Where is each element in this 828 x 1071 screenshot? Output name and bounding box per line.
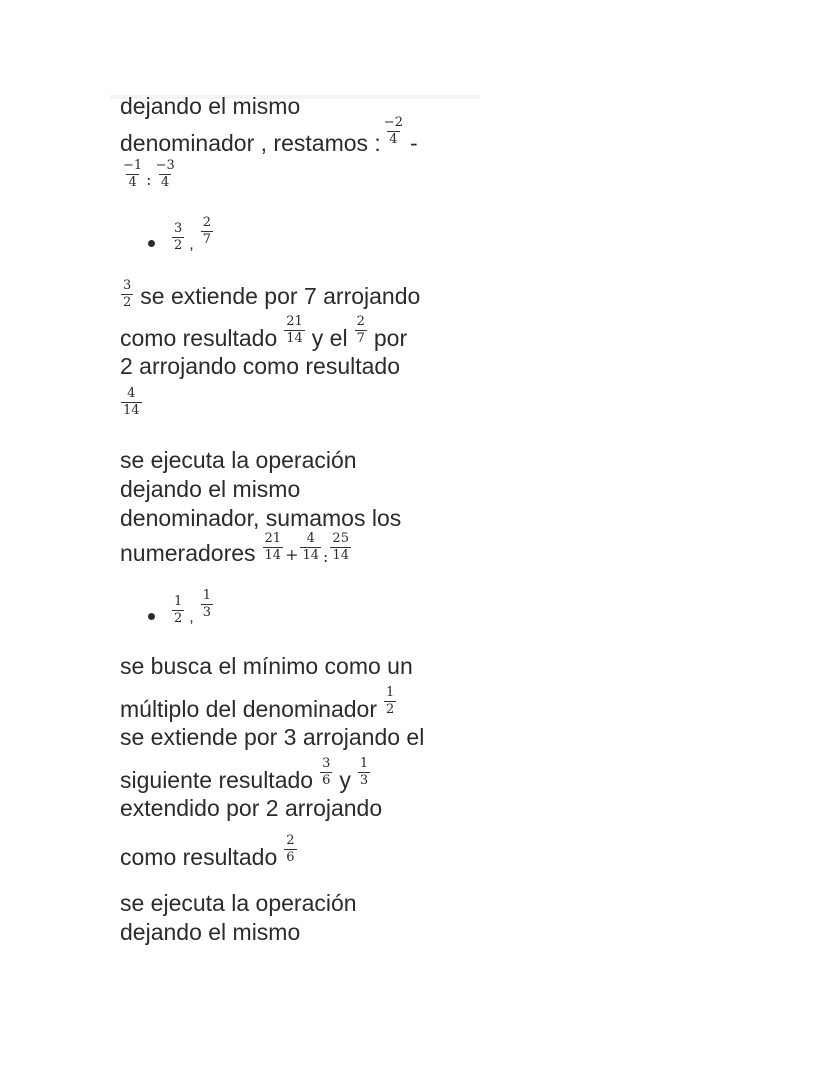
denominator: 2 <box>123 295 132 310</box>
fraction <box>172 595 184 626</box>
numerator: 21 <box>286 314 303 329</box>
text-line <box>120 823 460 871</box>
fraction <box>300 532 321 563</box>
denominator: 6 <box>286 850 295 865</box>
denominator: 4 <box>161 175 170 190</box>
fraction <box>320 757 332 788</box>
denominator: 2 <box>386 702 395 717</box>
numerator: 1 <box>359 756 369 771</box>
numerator: 2 <box>356 314 365 329</box>
numerator: 2 <box>202 215 212 230</box>
fraction <box>154 159 177 190</box>
text-line <box>120 752 460 794</box>
numerator: 3 <box>123 278 132 293</box>
numerator: −3 <box>155 158 175 173</box>
text-segment: numeradores <box>120 540 256 566</box>
numerator: −1 <box>123 158 143 173</box>
text-line: se extiende por 3 arrojando el <box>120 724 425 750</box>
text-line <box>120 279 460 310</box>
fraction <box>121 279 133 310</box>
text-line <box>120 310 460 352</box>
text-line: se ejecuta la operación <box>120 447 357 473</box>
fraction <box>358 757 370 788</box>
text-segment: y <box>339 767 351 793</box>
fraction <box>263 532 284 563</box>
numerator: 2 <box>286 833 295 848</box>
numerator: 4 <box>306 531 315 546</box>
text-line <box>120 533 460 567</box>
numerator: 3 <box>322 756 331 771</box>
text-segment: - <box>409 130 418 156</box>
numerator: 1 <box>386 685 395 700</box>
fraction <box>121 387 142 418</box>
text-line: dejando el mismo <box>120 93 301 119</box>
document-body <box>120 92 460 947</box>
fraction <box>172 222 184 253</box>
fraction <box>121 159 144 190</box>
numerator: 21 <box>264 531 282 546</box>
denominator: 14 <box>286 331 303 346</box>
denominator: 6 <box>322 773 331 788</box>
text-line <box>120 387 460 418</box>
bullet-dot <box>148 613 155 620</box>
fraction <box>201 589 213 620</box>
comma: , <box>189 236 194 253</box>
numerator: 4 <box>127 386 136 401</box>
text-line: dejando el mismo <box>120 476 301 502</box>
fraction <box>384 686 396 717</box>
text-segment: siguiente resultado <box>120 767 314 793</box>
list-item <box>148 589 460 626</box>
separator: : <box>146 170 152 189</box>
text-segment: denominador , restamos : <box>120 130 381 156</box>
separator: : <box>323 547 329 566</box>
numerator: 1 <box>202 588 212 603</box>
plus-sign: + <box>285 545 299 564</box>
denominator: 14 <box>123 403 140 418</box>
text-line: denominador, sumamos los <box>120 505 402 531</box>
fraction <box>284 315 305 346</box>
fraction <box>284 834 296 865</box>
denominator: 4 <box>128 175 137 190</box>
text-segment: como resultado <box>120 325 278 351</box>
text-segment: y el <box>311 325 348 351</box>
text-segment: múltiplo del denominador <box>120 696 377 722</box>
text-segment: como resultado <box>120 844 278 870</box>
text-line: se ejecuta la operación <box>120 890 357 916</box>
bullet-dot <box>148 240 155 247</box>
text-line: 2 arrojando como resultado <box>120 353 400 379</box>
list-item <box>148 216 460 253</box>
numerator: 1 <box>174 594 183 609</box>
denominator: 2 <box>174 238 183 253</box>
text-line <box>120 681 460 723</box>
comma: , <box>189 609 194 626</box>
text-segment: se extiende por 7 arrojando <box>140 283 421 309</box>
denominator: 3 <box>202 605 212 620</box>
denominator: 4 <box>389 132 398 147</box>
fraction <box>330 532 351 563</box>
text-line <box>120 159 460 190</box>
denominator: 7 <box>356 331 365 346</box>
fraction <box>355 315 367 346</box>
numerator: 3 <box>174 221 183 236</box>
denominator: 7 <box>202 232 212 247</box>
fraction <box>201 216 213 247</box>
denominator: 3 <box>359 773 369 788</box>
text-line: extendido por 2 arrojando <box>120 795 383 821</box>
denominator: 14 <box>332 548 349 563</box>
text-line: se busca el mínimo como un <box>120 653 413 679</box>
denominator: 14 <box>264 548 282 563</box>
text-line: dejando el mismo <box>120 919 301 945</box>
denominator: 2 <box>174 611 183 626</box>
numerator: 25 <box>332 531 349 546</box>
fraction <box>382 116 405 147</box>
text-line <box>120 115 460 157</box>
denominator: 14 <box>302 548 320 563</box>
text-segment: por <box>373 325 408 351</box>
numerator: −2 <box>383 115 403 130</box>
